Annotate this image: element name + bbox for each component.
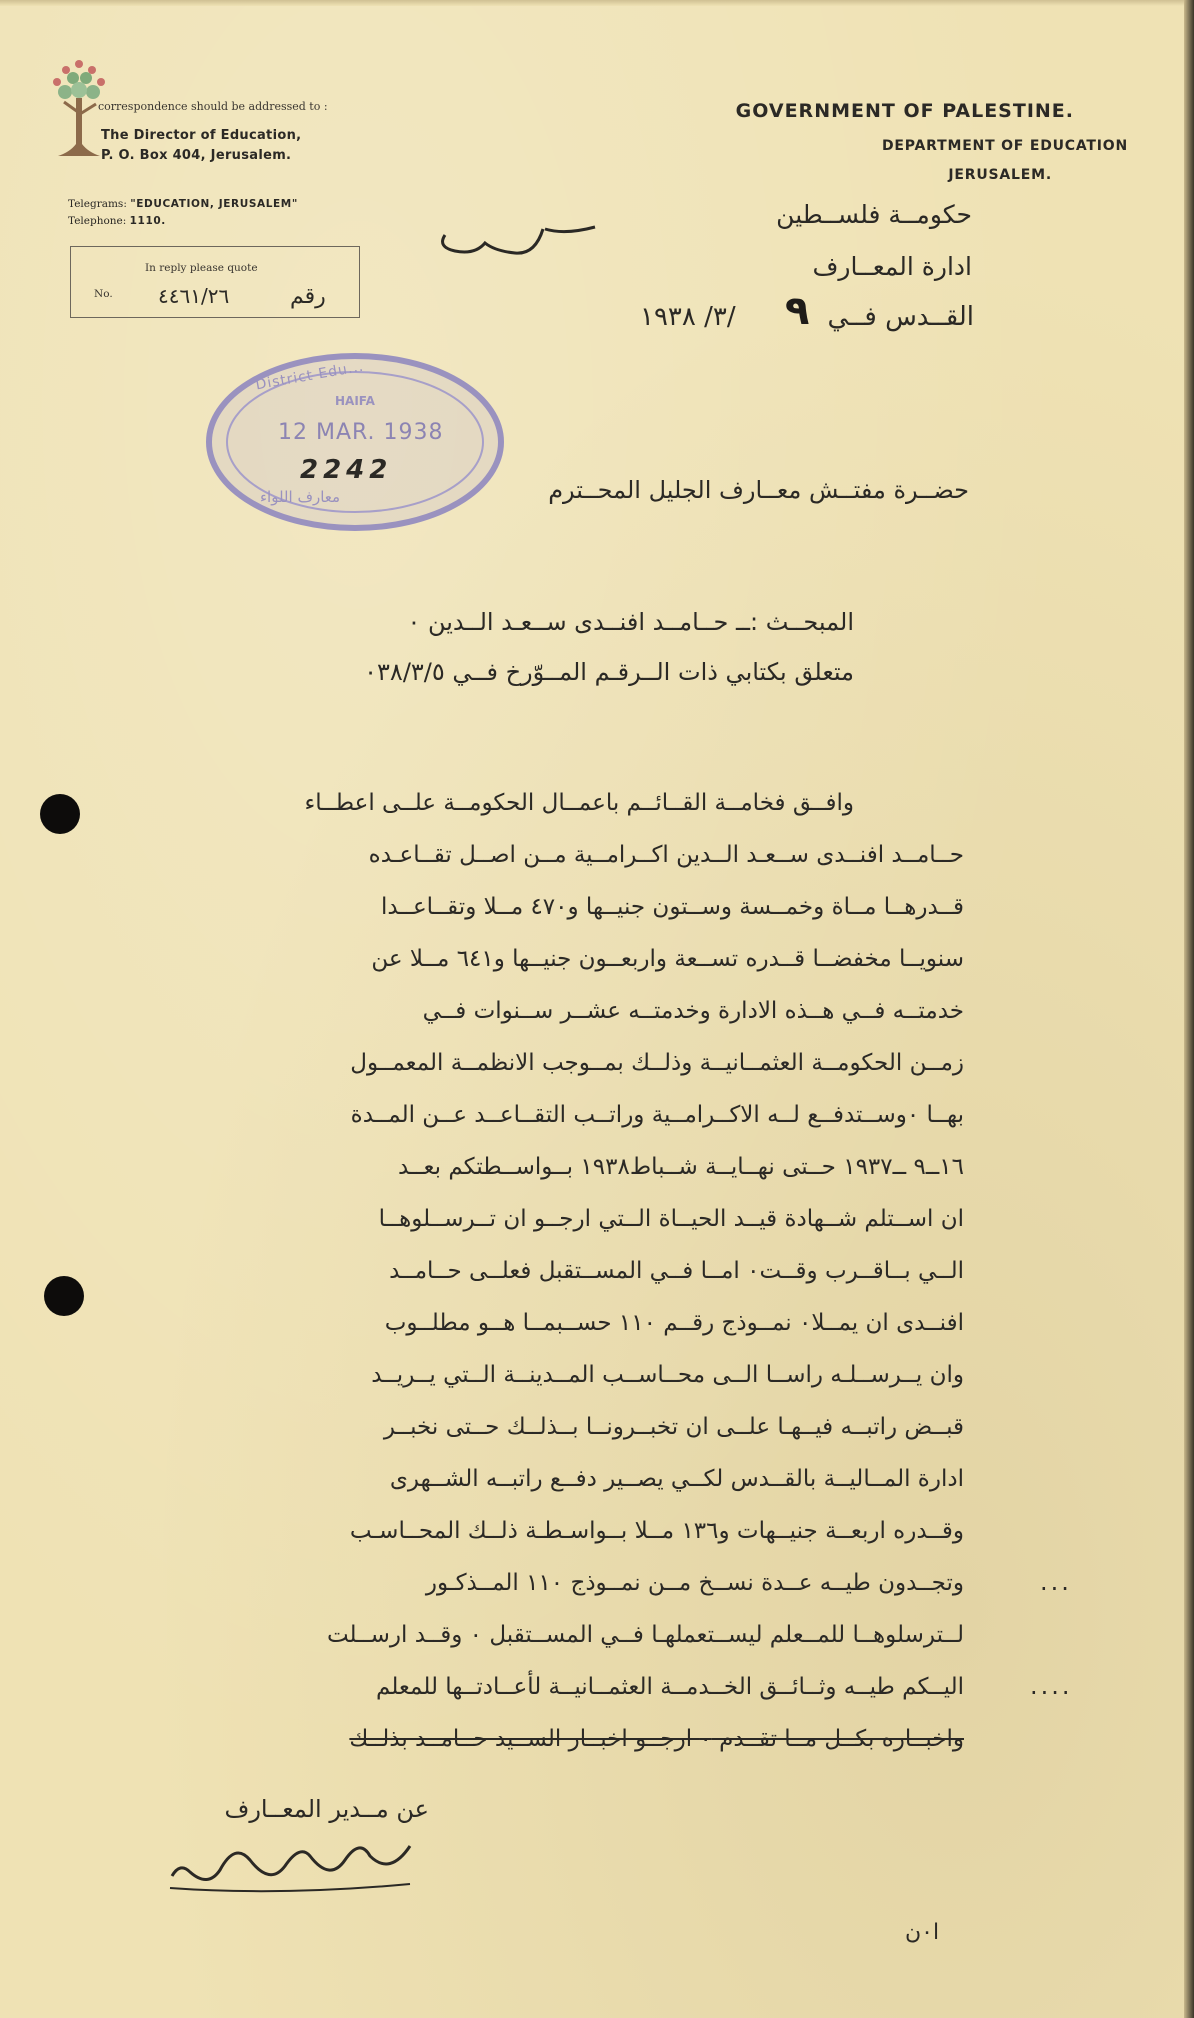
body-line: ادارة المــاليــة بالقــدس لكــي يصــير دفــع راتبــه الشــهرى <box>389 1466 964 1492</box>
department-heading: DEPARTMENT OF EDUCATION <box>881 138 1128 154</box>
no-label: No. <box>94 288 113 300</box>
body-line: زمــن الحكومــة العثمــانيــة وذلــك بمــوجب الانظمــة المعمــول <box>350 1050 964 1076</box>
body-line: وقــدره اربعــة جنيــهات و١٣٦ مــلا بــواسـطـة ذلــك المحــاسـب <box>349 1518 964 1544</box>
letter-addressee: حضــرة مفتــش معــارف الجليل المحــترم <box>548 476 969 504</box>
body-line: لــترسلوهــا للمــعلم ليســتعملهـا فــي المســتقبل ٠ وقــد ارســلت <box>326 1622 964 1648</box>
body-line <box>164 1726 964 1752</box>
contact-info <box>68 196 298 230</box>
body-line: قــدرهــا مــاة وخمــسة وســتون جنيــها و٤٧٠ مــلا وتقــاعــدا <box>381 894 964 920</box>
handwritten-signature <box>160 1826 420 1896</box>
body-line: وافــق فخامــة القــائــم باعمــال الحكومــة علــى اعطــاء <box>304 790 854 816</box>
page-right-edge <box>1184 0 1194 2018</box>
telegrams-row <box>68 196 298 213</box>
typist-initials: ا٠ن <box>905 1920 940 1945</box>
body-line: ان اســتلم شــهادة قيــد الحيــاة الــتي ارجــو ان تــرســلوهــا <box>378 1206 964 1232</box>
body-line: حــامــد افنــدى ســعـد الــدين اكــرامــية مــن اصــل تقــاعـده <box>368 842 964 868</box>
reply-label: In reply please quote <box>145 262 258 274</box>
handwritten-mark <box>425 215 605 275</box>
telephone-label: Telephone: <box>68 215 127 227</box>
body-line: ١٦ــ٩ ــ١٩٣٧ حــتى نهــايــة شــباط١٩٣٨ بــواســطتكم بعــد <box>398 1154 964 1180</box>
body-line: افنــدى ان يمــلا٠ نمــوذج رقــم ١١٠ حســبمــا هــو مطلــوب <box>384 1310 964 1336</box>
stamp-top-text: District Edu... <box>254 358 366 394</box>
arabic-government-heading: حكومــة فلســطين <box>776 200 972 229</box>
signoff-text: عن مــدير المعــارف <box>224 1795 429 1823</box>
body-line: الــي بــاقــرب وقــت٠ امــا فــي المســتقبل فعلــى حــامــد <box>389 1258 964 1284</box>
letter-subject-reference: متعلق بكتابي ذات الــرقـم المــوّرخ فــي ٠٣٨/٣/٥ <box>364 658 854 686</box>
body-line: وتجــدون طيــه عــدة نســخ مــن نمــوذج ١١٠ المــذكـور <box>425 1570 964 1596</box>
arabic-department-heading: ادارة المعــارف <box>812 252 972 281</box>
reference-label-handwritten: رقم <box>290 284 326 309</box>
punch-hole <box>40 794 80 834</box>
body-line: وان يــرســلـه راســا الــى محــاســب المــدينــة الــتي يــريــد <box>371 1362 964 1388</box>
stamp-date: 12 MAR. 1938 <box>278 420 444 445</box>
margin-dots: .... <box>1030 1672 1073 1700</box>
telephone-row <box>68 213 298 230</box>
stamp-city-text: HAIFA <box>335 394 375 408</box>
margin-dots: ... <box>1040 1568 1072 1596</box>
stamp-number: 2242 <box>300 455 393 485</box>
arabic-date-label: القــدس فــي <box>827 302 974 332</box>
punch-hole <box>44 1276 84 1316</box>
date-day-handwritten: ٩ <box>785 288 810 334</box>
stamp-arabic-text: معارف اللواء <box>260 488 341 506</box>
government-heading: GOVERNMENT OF PALESTINE. <box>735 100 1074 122</box>
body-line: خدمتــه فــي هــذه الادارة وخدمتــه عشــر ســنوات فــي <box>422 998 964 1024</box>
address-line-1: The Director of Education, <box>101 128 302 143</box>
address-line-2: P. O. Box 404, Jerusalem. <box>101 148 292 163</box>
correspondence-note: correspondence should be addressed to : <box>98 100 328 113</box>
letter-subject: المبحــث :ــ حــامــد افنــدى ســعـد الــدين ٠ <box>407 608 854 636</box>
telegrams-value: "EDUCATION, JERUSALEM" <box>130 198 298 210</box>
body-line: قبــض راتبــه فيــهـا علــى ان تخبــرونــا بــذلــك حــتى نخبــر <box>383 1414 964 1440</box>
telephone-value: 1110. <box>129 215 166 227</box>
body-line: بهــا ٠وســتدفــع لــه الاكــرامــية وراتــب التقــاعــد عــن المــدة <box>350 1102 964 1128</box>
date-value: /٣/ ١٩٣٨ <box>640 302 736 332</box>
page-top-edge <box>0 0 1194 6</box>
telegrams-label: Telegrams: <box>68 198 127 210</box>
body-line: سنويــا مخفضــا قــدره تســعة واربعــون جنيــها و٦٤١ مــلا عن <box>371 946 964 972</box>
body-line-struck: واخبــاره بكــل مــا تقــدم ٠ ارجــو اخبــار الســيد حــامــد بذلــك <box>349 1726 964 1752</box>
city-heading: JERUSALEM. <box>948 167 1052 183</box>
director-address <box>101 126 301 166</box>
reference-number: ٤٤٦١/٢٦ <box>158 284 230 308</box>
body-line: اليــكم طيــه وثــائــق الخــدمــة العثمــانيــة لأعــادتــها للمعلم <box>376 1674 964 1700</box>
